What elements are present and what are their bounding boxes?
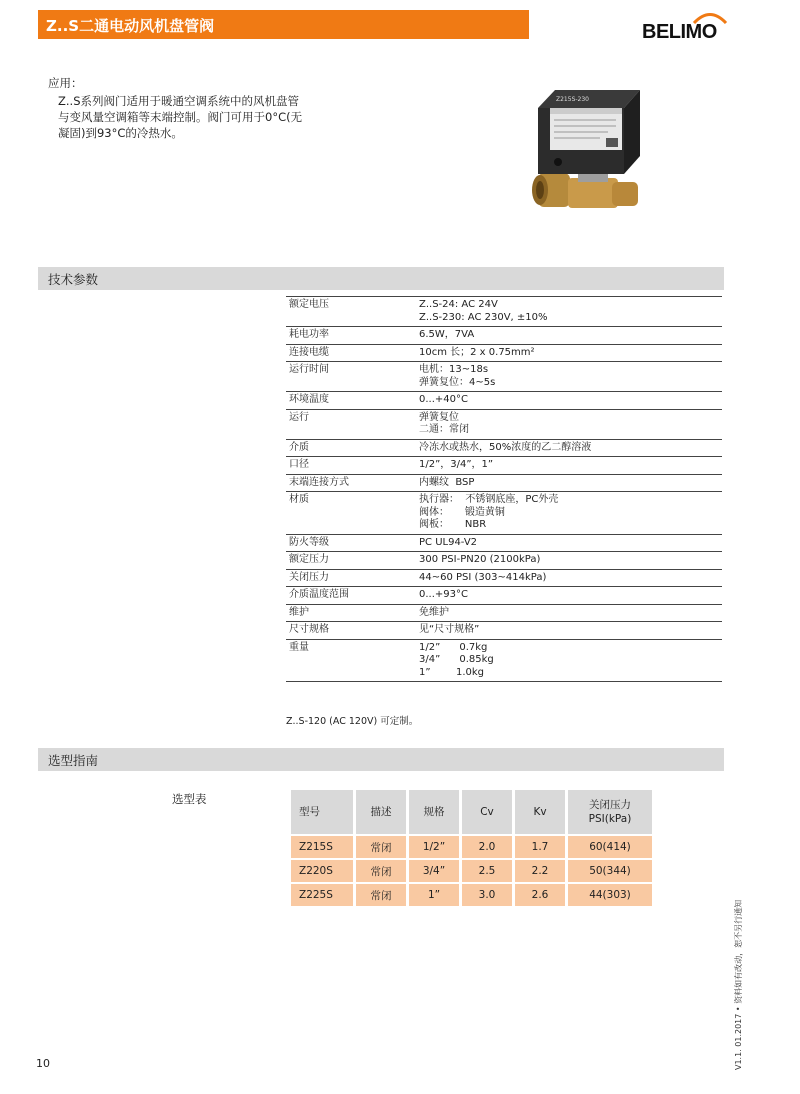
spec-key: 尺寸规格 — [286, 622, 416, 640]
selection-table — [288, 788, 655, 908]
selection-table-label: 选型表 — [172, 792, 207, 806]
spec-row — [286, 362, 722, 392]
spec-value — [416, 457, 722, 475]
selection-cell: 50(344) — [568, 860, 652, 882]
spec-key: 耗电功率 — [286, 327, 416, 345]
valve-product-image — [520, 78, 670, 233]
spec-key: 介质温度范围 — [286, 587, 416, 605]
selection-cell: 2.5 — [462, 860, 512, 882]
spec-value-line: 6.5W，7VA — [419, 329, 475, 340]
spec-note: Z..S-120 (AC 120V) 可定制。 — [286, 716, 419, 727]
selection-guide-title: 选型指南 — [48, 753, 99, 768]
selection-header-cell: Kv — [515, 790, 565, 834]
spec-key: 介质 — [286, 439, 416, 457]
spec-value-line: 见“尺寸规格” — [419, 624, 480, 635]
spec-row — [286, 492, 722, 535]
spec-value-line: 电机：13~18s — [419, 364, 489, 375]
selection-header-cell: 规格 — [409, 790, 459, 834]
selection-header-cell: Cv — [462, 790, 512, 834]
spec-key: 防火等级 — [286, 534, 416, 552]
spec-key: 额定压力 — [286, 552, 416, 570]
spec-value — [416, 439, 722, 457]
selection-row — [291, 860, 652, 882]
selection-cell: 常闭 — [356, 860, 406, 882]
selection-cell: 2.6 — [515, 884, 565, 906]
selection-cell: 3/4” — [409, 860, 459, 882]
page-number: 10 — [36, 1057, 50, 1070]
spec-value-line: 300 PSI-PN20 (2100kPa) — [419, 554, 541, 565]
spec-value-line: 弹簧复位 — [419, 411, 459, 423]
spec-value-line: Z..S-24: AC 24V — [419, 299, 498, 310]
spec-value — [416, 492, 722, 535]
selection-cell: 常闭 — [356, 836, 406, 858]
spec-key: 重量 — [286, 639, 416, 682]
spec-key: 运行时间 — [286, 362, 416, 392]
spec-value — [416, 587, 722, 605]
spec-key: 额定电压 — [286, 297, 416, 327]
selection-cell: 2.0 — [462, 836, 512, 858]
photo-label: Z215S-230 — [556, 96, 589, 103]
selection-cell: 2.2 — [515, 860, 565, 882]
spec-row — [286, 604, 722, 622]
selection-row — [291, 884, 652, 906]
spec-value-line: Z..S-230: AC 230V, ±10% — [419, 311, 548, 323]
spec-value-line: 0...+93°C — [419, 589, 468, 600]
selection-header-cell: 描述 — [356, 790, 406, 834]
spec-value-line: 10cm 长；2 x 0.75mm² — [419, 346, 535, 358]
spec-row — [286, 409, 722, 439]
spec-row — [286, 622, 722, 640]
logo-text: BELIMO — [642, 21, 717, 43]
selection-cell: 常闭 — [356, 884, 406, 906]
spec-row — [286, 569, 722, 587]
selection-cell: 3.0 — [462, 884, 512, 906]
spec-value-line: 二通：常闭 — [419, 424, 469, 435]
spec-row — [286, 587, 722, 605]
tech-params-title: 技术参数 — [48, 272, 99, 287]
selection-cell: 44(303) — [568, 884, 652, 906]
selection-row — [291, 836, 652, 858]
selection-cell: 1/2” — [409, 836, 459, 858]
spec-row — [286, 534, 722, 552]
spec-value — [416, 604, 722, 622]
spec-row — [286, 392, 722, 410]
spec-value — [416, 569, 722, 587]
spec-value — [416, 409, 722, 439]
spec-value — [416, 362, 722, 392]
spec-value — [416, 622, 722, 640]
spec-value-line: 1” 1.0kg — [419, 666, 485, 678]
spec-key: 环境温度 — [286, 392, 416, 410]
selection-cell: Z215S — [291, 836, 353, 858]
spec-value — [416, 474, 722, 492]
title-bar — [38, 10, 529, 39]
spec-value — [416, 297, 722, 327]
selection-cell: 1.7 — [515, 836, 565, 858]
spec-row — [286, 344, 722, 362]
spec-key: 运行 — [286, 409, 416, 439]
selection-cell: Z220S — [291, 860, 353, 882]
spec-row — [286, 439, 722, 457]
spec-value — [416, 327, 722, 345]
spec-row — [286, 297, 722, 327]
spec-key: 维护 — [286, 604, 416, 622]
tech-params-header — [38, 267, 724, 290]
spec-value-line: 冷冻水或热水，50%浓度的乙二醇溶液 — [419, 441, 592, 453]
spec-value-line: 弹簧复位：4~5s — [419, 376, 496, 388]
selection-guide-header — [38, 748, 724, 771]
spec-key: 材质 — [286, 492, 416, 535]
belimo-logo — [642, 9, 730, 45]
spec-row — [286, 639, 722, 682]
spec-value-line: 3/4” 0.85kg — [419, 654, 494, 665]
selection-header-cell: 关闭压力 PSI(kPa) — [568, 790, 652, 834]
selection-cell: 60(414) — [568, 836, 652, 858]
selection-header-cell: 型号 — [291, 790, 353, 834]
spec-row — [286, 552, 722, 570]
spec-row — [286, 457, 722, 475]
spec-value-line: 44~60 PSI (303~414kPa) — [419, 571, 547, 583]
spec-value-line: 免维护 — [419, 606, 449, 618]
page-title: Z..S二通电动风机盘管阀 — [46, 17, 215, 35]
spec-row — [286, 327, 722, 345]
spec-value-line: 0...+40°C — [419, 394, 468, 405]
spec-value-line: 1/2”，3/4”，1” — [419, 459, 494, 470]
spec-value-line: 内螺纹 BSP — [419, 476, 475, 488]
spec-value — [416, 344, 722, 362]
spec-value — [416, 552, 722, 570]
spec-value-line: 执行器： 不锈钢底座，PC外壳 — [419, 494, 559, 505]
spec-table — [286, 296, 722, 682]
spec-key: 连接电缆 — [286, 344, 416, 362]
spec-value-line: 阀体： 锻造黄铜 — [419, 506, 505, 518]
spec-value-line: 阀板： NBR — [419, 519, 487, 530]
spec-row — [286, 474, 722, 492]
spec-key: 口径 — [286, 457, 416, 475]
selection-cell: 1” — [409, 884, 459, 906]
spec-value — [416, 392, 722, 410]
spec-value-line: 1/2” 0.7kg — [419, 641, 488, 653]
spec-value — [416, 639, 722, 682]
spec-value — [416, 534, 722, 552]
spec-value-line: PC UL94-V2 — [419, 536, 478, 548]
application-text: Z..S系列阀门适用于暖通空调系统中的风机盘管与变风量空调箱等末端控制。阀门可用于0°C(无凝固)到93°C的冷热水。 — [58, 94, 303, 140]
spec-key: 末端连接方式 — [286, 474, 416, 492]
spec-key: 关闭压力 — [286, 569, 416, 587]
selection-cell: Z225S — [291, 884, 353, 906]
application-label: 应用： — [48, 76, 83, 90]
revision-note: V1.1. 01.2017 • 资料如有改动，恕不另行通知 — [734, 899, 743, 1070]
